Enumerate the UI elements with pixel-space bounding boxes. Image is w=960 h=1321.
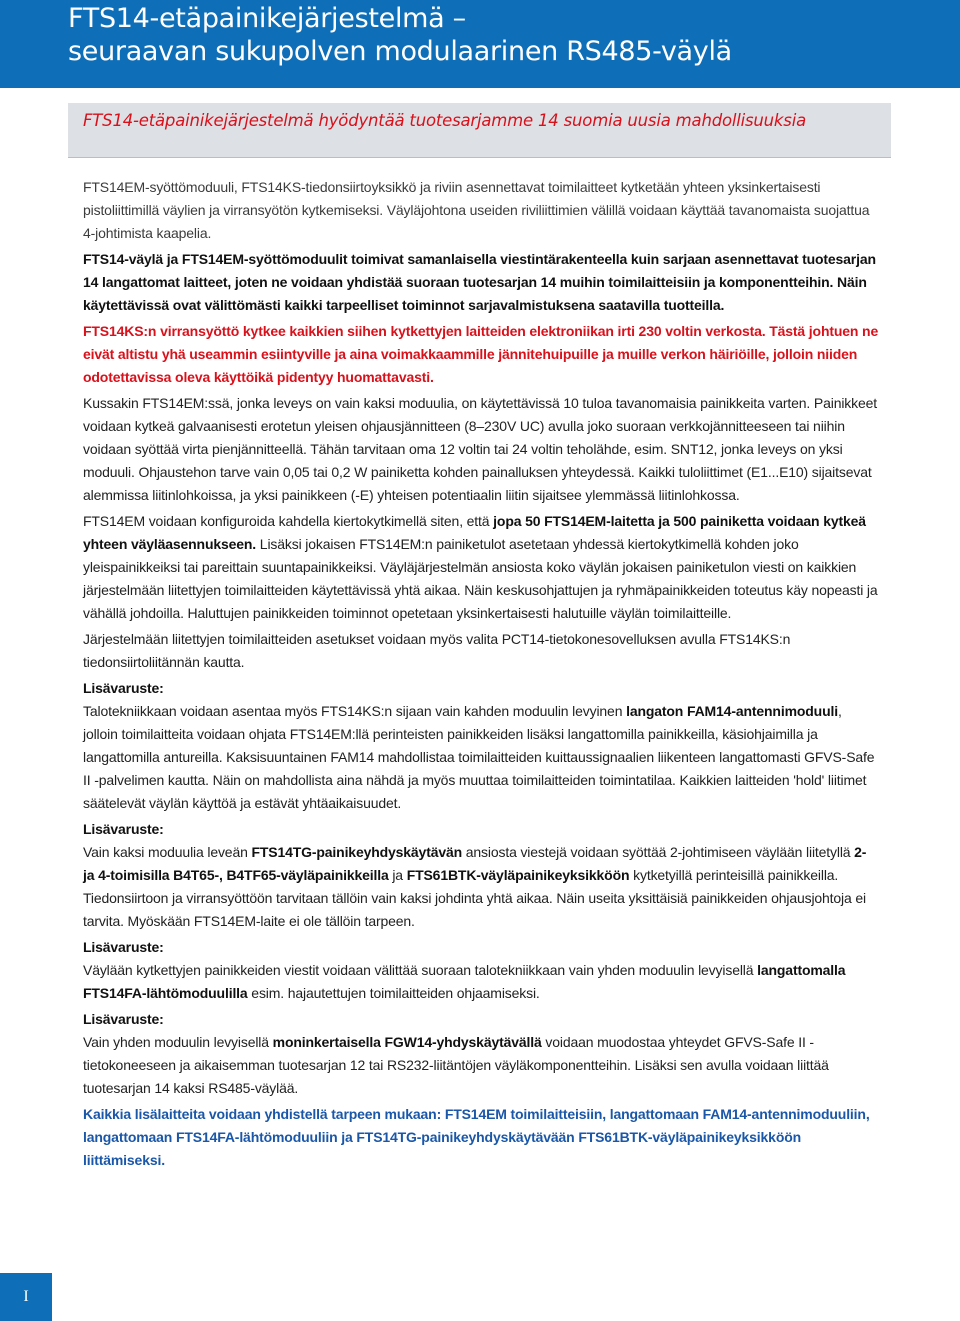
paragraph-summary: Kaikkia lisälaitteita voidaan yhdistellä tarpeen mukaan: FTS14EM toimilaitteisiin, langattomaan FAM14-antennimoduuliin, langattomaan FTS14FA-lähtömoduuliin ja FTS14TG-painikeyhdyskäytävään FTS61BTK-väyläpainikeyksikköön liittämiseksi. bbox=[83, 1106, 870, 1168]
text-run-bold: jopa 50 FTS14EM-laitetta ja 500 painiketta voidaan kytkeä yhteen väyläasennukseen. bbox=[83, 513, 866, 552]
subheading-box bbox=[68, 103, 891, 158]
paragraph-pct14: Järjestelmään liitettyjen toimilaitteiden asetukset voidaan myös valita PCT14-tietokonesovelluksen avulla FTS14KS:n tiedonsiirtoliitännän kautta. bbox=[83, 631, 791, 670]
addon-label: Lisävaruste: bbox=[83, 1011, 164, 1027]
paragraph-fam14 bbox=[83, 700, 879, 815]
text-run: esim. hajautettujen toimilaitteiden ohjaamiseksi. bbox=[247, 985, 540, 1001]
text-run: kytketyillä perinteisillä painikkeilla. Tiedonsiirtoon ja virransyöttöön tarvitaan tällöin vain kaksi johdinta yhtä aikaa. Näin useita yksittäisiä painikkeiden ohjausjohtoja ei tarvita. Myöskään FTS14EM-laite ei ole tällöin tarpeen. bbox=[83, 867, 866, 929]
text-run-bold: langaton FAM14-antennimoduuli bbox=[626, 703, 838, 719]
text-run: FTS14EM voidaan konfiguroida kahdella kiertokytkimellä siten, että bbox=[83, 513, 494, 529]
text-run: Väylään kytkettyjen painikkeiden viestit voidaan välittää suoraan talotekniikkaan vain yhden moduulin levyisellä bbox=[83, 962, 758, 978]
paragraph-fgw14 bbox=[83, 1031, 879, 1100]
text-run-bold: langattomalla FTS14FA-lähtömoduulilla bbox=[83, 962, 846, 1001]
subheading: FTS14-etäpainikejärjestelmä hyödyntää tuotesarjamme 14 suomia uusia mahdollisuuksia bbox=[83, 111, 806, 130]
page-title bbox=[68, 2, 732, 68]
paragraph-fts14em-inputs: Kussakin FTS14EM:ssä, jonka leveys on vain kaksi moduulia, on käytettävissä 10 tuloa tavanomaisia painikkeita varten. Painikkeet voidaan kytkeä galvaanisesti erotetun yleisen ohjausjännitteen (8–230V UC) avulla joko suoraan verkkojännitteeseen tai niihin voidaan syöttää virta pienjännitteellä. Tähän tarvitaan oma 12 voltin tai 24 voltin teholähde, esim. SNT12, jonka leveys on yksi moduuli. Ohjaustehon tarve vain 0,05 tai 0,2 W painiketta kohden painalluksen yhteydessä. Kaikki tuloliittimet (E1...E10) sijaitsevat alemmissa liitinlohkoissa, ja yksi painikkeen (-E) yhteisen potentiaalin liitin sijaitsee ylemmässä liitinlohkossa. bbox=[83, 395, 877, 503]
body-text bbox=[68, 158, 891, 1172]
text-run: Talotekniikkaan voidaan asentaa myös FTS14KS:n sijaan vain kahden moduulin levyinen bbox=[83, 703, 627, 719]
page-marker: I bbox=[23, 1288, 29, 1305]
text-run: Lisäksi jokaisen FTS14EM:n painiketulot asetetaan yhdessä kiertokytkimellä kohden joko yleispainikkeiksi tai pareittain suuntapainikkeiksi. Väyläjärjestelmän ansiosta koko väylän jokaisen painiketulon viesti on kaikkien järjestelmään liitettyjen toimilaitteiden käytettävissä yhtä aikaa. Näin keskusohjattujen ja ryhmäpainikkeiden toteutus käy nopeasti ja vähällä johdoilla. Haluttujen painikkeiden toiminnot opetetaan yksinkertaisesti halutuille väylän toimilaitteille. bbox=[83, 536, 878, 621]
text-run-bold: 2- ja 4-toimisilla B4T65-, B4TF65-väyläpainikkeilla bbox=[83, 844, 867, 883]
text-run: , jolloin toimilaitteita voidaan ohjata FTS14EM:llä perinteisten painikkeiden lisäksi langattomilla painikkeilla, käsiohjaimilla ja langattomilla antureilla. Kaksisuuntainen FAM14 mahdollistaa toimilaitteiden kuittaussignaalien liikenteen langattomasti GFVS-Safe II -palvelimen kautta. Näin on mahdollista aina nähdä ja myös muuttaa toimilaitteiden toimintatilaa. Kaikkien laitteiden 'hold' liitimet säätelevät väylän käyttöä ja estävät yhtäaikaisuudet. bbox=[83, 703, 875, 811]
addon-label: Lisävaruste: bbox=[83, 821, 164, 837]
page-marker-tab bbox=[0, 1273, 52, 1321]
text-run-bold: FTS14TG-painikeyhdyskäytävän bbox=[251, 844, 463, 860]
text-run: Vain yhden moduulin levyisellä bbox=[83, 1034, 273, 1050]
addon-label: Lisävaruste: bbox=[83, 939, 164, 955]
text-run: ja bbox=[388, 867, 407, 883]
main-content bbox=[68, 103, 891, 1172]
text-run: ansiosta viestejä voidaan syöttää 2-johtimiseen väylään liitetyllä bbox=[462, 844, 855, 860]
paragraph-configuration bbox=[83, 510, 879, 625]
text-run-bold: moninkertaisella FGW14-yhdyskäytävällä bbox=[272, 1034, 542, 1050]
paragraph-power-supply: FTS14KS:n virransyöttö kytkee kaikkien siihen kytkettyjen laitteiden elektroniikan irti 230 voltin verkosta. Tästä johtuen ne eivät altistu yhä useammin esiintyville ja aina voimakkaammille jännitehuipuille ja muille verkon häiriöille, jolloin niiden odotettavissa oleva käyttöikä pidentyy huomattavasti. bbox=[83, 323, 879, 385]
paragraph-fts14fa bbox=[83, 959, 879, 1005]
paragraph-intro: FTS14EM-syöttömoduuli, FTS14KS-tiedonsiirtoyksikkö ja riviin asennettavat toimilaitteet kytketään yhteen yksinkertaisesti pistoliittimillä väylien ja virransyötön kytkemiseksi. Väyläjohtona useiden riviliittimien välillä voidaan käyttää tavanomaista suojattua 4-johtimista kaapelia. bbox=[83, 179, 870, 241]
paragraph-bus-description: FTS14-väylä ja FTS14EM-syöttömoduulit toimivat samanlaisella viestintärakenteella kuin sarjaan asennettavat tuotesarjan 14 langattomat laitteet, joten ne voidaan yhdistää suoraan tuotesarjan 14 muihin toimilaitteisiin ja komponentteihin. Näin käytettävissä ovat välittömästi kaikki tarpeelliset toiminnot sarjavalmistuksena saatavilla tuotteilla. bbox=[83, 251, 876, 313]
text-run-bold: FTS61BTK-väyläpainikeyksikköön bbox=[406, 867, 630, 883]
paragraph-fts14tg bbox=[83, 841, 879, 933]
page-title-line-1: FTS14-etäpainikejärjestelmä – bbox=[68, 3, 466, 34]
page-title-line-2: seuraavan sukupolven modulaarinen RS485-väylä bbox=[68, 36, 732, 67]
addon-label: Lisävaruste: bbox=[83, 680, 164, 696]
header-band bbox=[0, 0, 960, 88]
text-run: voidaan muodostaa yhteydet GFVS-Safe II -tietokoneeseen ja aikaisemman tuotesarjan 12 tai RS232-liitäntöjen väyläkomponentteihin. Lisäksi sen avulla voidaan liittää tuotesarjan 14 kaksi RS485-väylää. bbox=[83, 1034, 829, 1096]
text-run: Vain kaksi moduulia leveän bbox=[83, 844, 252, 860]
